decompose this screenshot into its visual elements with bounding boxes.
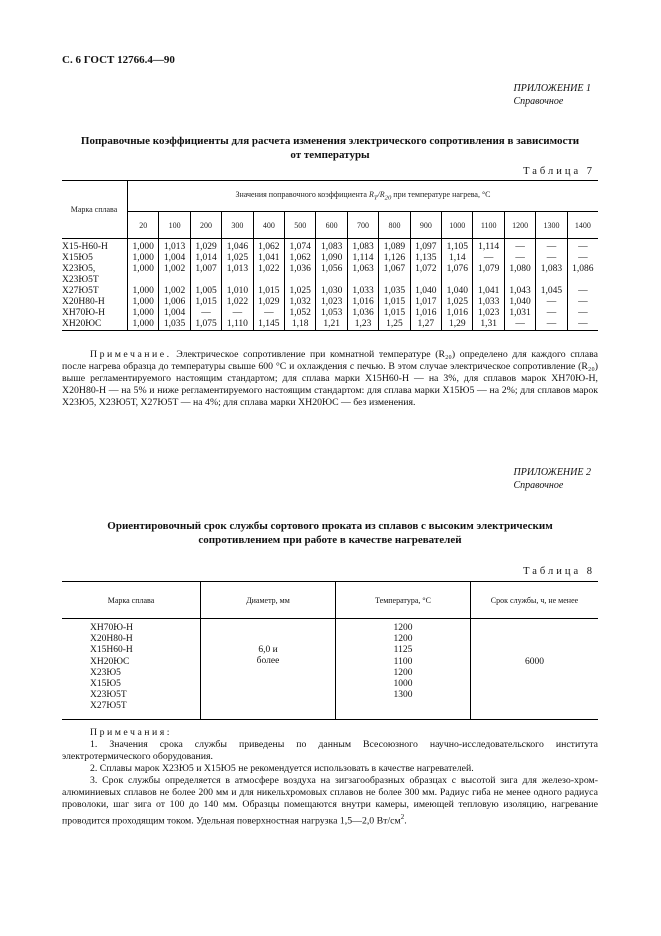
table-7-value: 1,074 — [285, 239, 316, 254]
group-header-sub-20: 20 — [384, 194, 392, 202]
table-8-diameter-line1: 6,0 и — [258, 644, 278, 655]
table-7-value: 1,046 — [222, 239, 253, 254]
section-1-title — [60, 134, 600, 162]
table-row — [62, 253, 598, 264]
table-7-value: 1,025 — [222, 253, 253, 264]
section-1-title-line1: Поправочные коэффициенты для расчета изменения электрического сопротивления в зависимости — [80, 135, 580, 147]
table-7-mark-cell — [62, 319, 128, 331]
table-7-value: 1,002 — [159, 286, 190, 297]
table-7-value: 1,18 — [285, 319, 316, 331]
table-7-mark-cell — [62, 264, 128, 286]
table-7-temp-header: 900 — [410, 212, 441, 239]
table-7-value: 1,040 — [504, 297, 535, 308]
section-1-title-line2: от температуры — [290, 149, 370, 161]
table-7-value: 1,053 — [316, 308, 347, 319]
table-7-value: — — [536, 297, 567, 308]
table-7-value: 1,013 — [159, 239, 190, 254]
table-7-value: 1,105 — [442, 239, 473, 254]
table-8-temperature: 1200 — [393, 623, 413, 633]
table-7-mark: Х20Н80-Н — [62, 297, 105, 307]
table-7-value: 1,114 — [347, 253, 378, 264]
table-7-value: — — [567, 239, 598, 254]
table-7-temp-header: 1100 — [473, 212, 504, 239]
table-7-value: 1,110 — [222, 319, 253, 331]
appendix-1-label — [514, 82, 592, 108]
group-header-prefix: Значения поправочного коэффициента — [235, 189, 369, 199]
table-7-value: 1,004 — [159, 253, 190, 264]
table-7-value: 1,015 — [379, 308, 410, 319]
table-7-value: 1,015 — [379, 297, 410, 308]
table-7-mark: Х15-Н60-Н — [62, 242, 108, 252]
table-7-value: 1,022 — [222, 297, 253, 308]
table-7-label: Таблица 7 — [523, 166, 595, 177]
table-7-mark-cell — [62, 308, 128, 319]
table-7-value: 1,062 — [253, 239, 284, 254]
table-7-value: 1,040 — [442, 286, 473, 297]
table-7-temp-header: 400 — [253, 212, 284, 239]
table-7-value: 1,000 — [128, 308, 159, 319]
table-7-value: 1,041 — [253, 253, 284, 264]
table-7-value: 1,004 — [159, 308, 190, 319]
table-8-diameter-cell — [201, 619, 336, 720]
table-7-value: 1,063 — [347, 264, 378, 286]
table-7-value: — — [567, 286, 598, 297]
table-7-value: 1,007 — [190, 264, 221, 286]
table-7-value: 1,022 — [253, 264, 284, 286]
notes-2-item-3-sup: 2 — [400, 813, 405, 821]
table-7-value: 1,145 — [253, 319, 284, 331]
table-7-value: — — [567, 308, 598, 319]
table-8-mark: Х23Ю5 — [90, 667, 121, 678]
table-7-value: — — [473, 253, 504, 264]
table-7-mark-cell — [62, 253, 128, 264]
note-1-text: Электрическое сопротивление при комнатной температуре (R₂₀) определено для каждого сплава после нагрева образца до температуры свыше 600 °С и охлаждения с печью. В этом случае электрическое сопротивление (R₂₀) выше регламентируемого настоящим стандартом; для сплава марки Х15Н60-Н — на 3%, для сплавов марок ХН70Ю-Н, Х20Н80-Н — на 5% и ниже регламентируемого настоящим стандартом: для сплава марки Х15Ю5 — на 2%; для сплавов марок Х23Ю5, Х23Ю5Т, Х27Ю5Т — на 4%; для сплава марки ХН20ЮС — без изменения. — [62, 349, 598, 408]
table-7-temp-header: 200 — [190, 212, 221, 239]
table-7-value: 1,000 — [128, 239, 159, 254]
section-2-title — [60, 519, 600, 547]
table-8-marks-cell — [62, 619, 201, 720]
table-7-value: 1,029 — [190, 239, 221, 254]
appendix-2-subtitle: Справочное — [513, 480, 564, 491]
table-7-value: 1,000 — [128, 297, 159, 308]
table-7-value: 1,040 — [410, 286, 441, 297]
table-7-value: 1,036 — [285, 264, 316, 286]
table-7-mark-header-text: Марка сплава — [70, 205, 118, 214]
table-7-value: 1,072 — [410, 264, 441, 286]
table-7-value: 1,076 — [442, 264, 473, 286]
table-8-mark: Х27Ю5Т — [90, 701, 127, 712]
table-7-value: — — [536, 308, 567, 319]
table-8-mark: ХН20ЮС — [90, 656, 130, 667]
table-7-value: 1,29 — [442, 319, 473, 331]
table-7-value: 1,014 — [190, 253, 221, 264]
table-7-temp-header: 1300 — [536, 212, 567, 239]
table-7-group-header — [128, 181, 599, 212]
table-7-temp-header: 1200 — [504, 212, 535, 239]
table-8-header-temperature: Температура, °С — [336, 582, 471, 619]
table-7-value: 1,016 — [347, 297, 378, 308]
table-7-value: — — [536, 239, 567, 254]
table-7-value: — — [504, 239, 535, 254]
table-8-temperature-cell — [336, 619, 471, 720]
table-7-value: 1,075 — [190, 319, 221, 331]
table-7-value: 1,135 — [410, 253, 441, 264]
notes-2-item-3-end: . — [404, 815, 407, 827]
table-7-value: 1,114 — [473, 239, 504, 254]
table-7-value: 1,025 — [442, 297, 473, 308]
table-7-value: 1,010 — [222, 286, 253, 297]
table-8-temperature: 1200 — [393, 667, 413, 678]
table-8-header-mark: Марка сплава — [62, 582, 201, 619]
notes-2-item-3-text: 3. Срок службы определяется в атмосфере воздуха на зигзагообразных образцах с высотой зига для железо-хром-алюминиевых сплавов не более 200 мм и для никельхромовых сплавов не более 300 мм. Радиус гиба не менее одного радиуса проволоки, шаг зига от 100 до 140 мм. Образцы помещаются внутри камеры, имеющей тепловую изоляцию, нагревание проводится проходящим током. Удельная поверхностная нагрузка 1,5—2,0 Вт/см — [62, 775, 598, 827]
table-7-value: 1,016 — [410, 308, 441, 319]
table-7-value: 1,21 — [316, 319, 347, 331]
table-row — [62, 239, 598, 254]
table-8-temperature: 1000 — [393, 679, 413, 690]
table-7-value: 1,097 — [410, 239, 441, 254]
table-8-temperature: 1200 — [393, 634, 413, 645]
table-7-mark: Х27Ю5Т — [62, 286, 99, 296]
section-2-title-line2: сопротивлением при работе в качестве нагревателей — [198, 534, 462, 546]
table-7-value: 1,086 — [567, 264, 598, 286]
table-7-value: 1,035 — [159, 319, 190, 331]
table-7-value: 1,23 — [347, 319, 378, 331]
table-7-temp-header: 1400 — [567, 212, 598, 239]
note-1-label: Примечание. — [90, 349, 172, 360]
notes-2-item-3 — [62, 775, 598, 827]
table-7-value: — — [190, 308, 221, 319]
table-7-value: — — [567, 297, 598, 308]
table-7-mark: Х15Ю5 — [62, 253, 93, 263]
table-7-value: 1,000 — [128, 253, 159, 264]
table-7-value: 1,052 — [285, 308, 316, 319]
group-header-sub-t: T — [373, 194, 378, 202]
table-8-mark: Х15Н60-Н — [90, 645, 133, 656]
table-7-mark-header — [62, 181, 128, 239]
appendix-2-title: ПРИЛОЖЕНИЕ 2 — [513, 467, 591, 478]
table-7-value: — — [504, 253, 535, 264]
table-7-value: 1,033 — [473, 297, 504, 308]
table-7-mark-cell — [62, 297, 128, 308]
table-7-value: 1,002 — [159, 264, 190, 286]
table-7-value: 1,023 — [316, 297, 347, 308]
table-row — [62, 319, 598, 331]
table-7-value: 1,031 — [504, 308, 535, 319]
table-8-life-cell — [471, 619, 599, 720]
table-7-value: — — [567, 253, 598, 264]
table-7-value: 1,27 — [410, 319, 441, 331]
notes-2-item-1: 1. Значения срока службы приведены по данным Всесоюзного научно-исследовательского института электротермического оборудования. — [62, 739, 598, 762]
table-7-value: 1,090 — [316, 253, 347, 264]
table-7-mark: ХН70Ю-Н — [62, 308, 106, 318]
table-7-value: 1,025 — [285, 286, 316, 297]
notes-2-item-2: 2. Сплавы марок Х23Ю5 и Х15Ю5 не рекомендуется использовать в качестве нагревателей. — [90, 763, 474, 774]
table-8-mark: Х23Ю5Т — [90, 690, 127, 701]
table-7-value: 1,14 — [442, 253, 473, 264]
table-row — [62, 286, 598, 297]
page-header: С. 6 ГОСТ 12766.4—90 — [62, 54, 175, 66]
table-7-value: — — [567, 319, 598, 331]
table-7-value: 1,030 — [316, 286, 347, 297]
table-7-value: 1,126 — [379, 253, 410, 264]
table-8-mark: Х15Ю5 — [90, 679, 121, 690]
table-7-value: 1,25 — [379, 319, 410, 331]
notes-2-label: Примечания: — [90, 727, 173, 738]
table-7-value: 1,079 — [473, 264, 504, 286]
notes-2 — [62, 727, 598, 827]
table-7-value: 1,035 — [379, 286, 410, 297]
table-7-temp-header: 700 — [347, 212, 378, 239]
table-7-value: 1,000 — [128, 264, 159, 286]
table-7-value: — — [253, 308, 284, 319]
table-7-mark-cell — [62, 286, 128, 297]
table-7-mark: ХН20ЮС — [62, 319, 102, 329]
table-7-value: 1,056 — [316, 264, 347, 286]
table-7-value: 1,006 — [159, 297, 190, 308]
table-7-value: 1,032 — [285, 297, 316, 308]
table-7-temp-header: 20 — [128, 212, 159, 239]
table-7-value: 1,083 — [347, 239, 378, 254]
table-7-value: 1,062 — [285, 253, 316, 264]
table-7-value: 1,089 — [379, 239, 410, 254]
table-8-temperature: 1125 — [393, 645, 413, 656]
table-7-value: 1,041 — [473, 286, 504, 297]
table-7-mark-cell — [62, 239, 128, 254]
table-7-value: 1,015 — [190, 297, 221, 308]
table-row — [62, 264, 598, 286]
table-7-temp-header: 100 — [159, 212, 190, 239]
table-8-life-value: 6000 — [525, 657, 544, 667]
table-7-value: 1,000 — [128, 286, 159, 297]
table-7-temp-header: 300 — [222, 212, 253, 239]
table-7-value: 1,083 — [316, 239, 347, 254]
table-7-temp-header: 800 — [379, 212, 410, 239]
table-8-mark: ХН70Ю-Н — [90, 623, 134, 633]
table-7-value: 1,033 — [347, 286, 378, 297]
table-7-value: 1,013 — [222, 264, 253, 286]
table-7-value: 1,015 — [253, 286, 284, 297]
appendix-2-label — [514, 466, 592, 492]
table-7-value: 1,045 — [536, 286, 567, 297]
table-7-value: 1,080 — [504, 264, 535, 286]
section-2-title-line1: Ориентировочный срок службы сортового проката из сплавов с высоким электрическим — [107, 520, 553, 532]
table-7-value: 1,043 — [504, 286, 535, 297]
table-7-value: 1,029 — [253, 297, 284, 308]
table-7-value: 1,023 — [473, 308, 504, 319]
group-header-r: R — [368, 189, 374, 199]
table-7-temp-header: 600 — [316, 212, 347, 239]
group-header-mid: /R — [377, 189, 385, 199]
table-7-mark-second-line: Х23Ю5Т — [62, 275, 99, 285]
table-row — [62, 297, 598, 308]
table-7-value: — — [504, 319, 535, 331]
table-7 — [62, 180, 598, 331]
table-7-value: 1,017 — [410, 297, 441, 308]
table-8-header-diameter: Диаметр, мм — [201, 582, 336, 619]
table-8-temperature: 1100 — [393, 656, 413, 667]
table-8-mark: Х20Н80-Н — [90, 634, 133, 645]
table-7-value: — — [536, 319, 567, 331]
table-7-value: 1,036 — [347, 308, 378, 319]
table-7-temp-header: 1000 — [442, 212, 473, 239]
note-1 — [62, 349, 598, 409]
table-7-value: 1,067 — [379, 264, 410, 286]
appendix-1-title: ПРИЛОЖЕНИЕ 1 — [513, 83, 591, 94]
table-8-diameter-line2: более — [256, 655, 280, 666]
table-7-value: 1,005 — [190, 286, 221, 297]
table-7-value: — — [536, 253, 567, 264]
table-7-value: 1,31 — [473, 319, 504, 331]
table-7-mark: Х23Ю5, — [62, 264, 96, 274]
appendix-1-subtitle: Справочное — [513, 96, 564, 107]
table-7-value: 1,083 — [536, 264, 567, 286]
table-8 — [62, 581, 598, 720]
table-7-value: — — [222, 308, 253, 319]
table-7-value: 1,016 — [442, 308, 473, 319]
table-7-value: 1,000 — [128, 319, 159, 331]
group-header-suffix: при температуре нагрева, °С — [391, 189, 491, 199]
table-8-temperature: 1300 — [393, 690, 413, 701]
table-8-label: Таблица 8 — [523, 566, 595, 577]
table-7-temp-header: 500 — [285, 212, 316, 239]
table-row — [62, 308, 598, 319]
table-8-header-life: Срок службы, ч, не менее — [471, 582, 599, 619]
